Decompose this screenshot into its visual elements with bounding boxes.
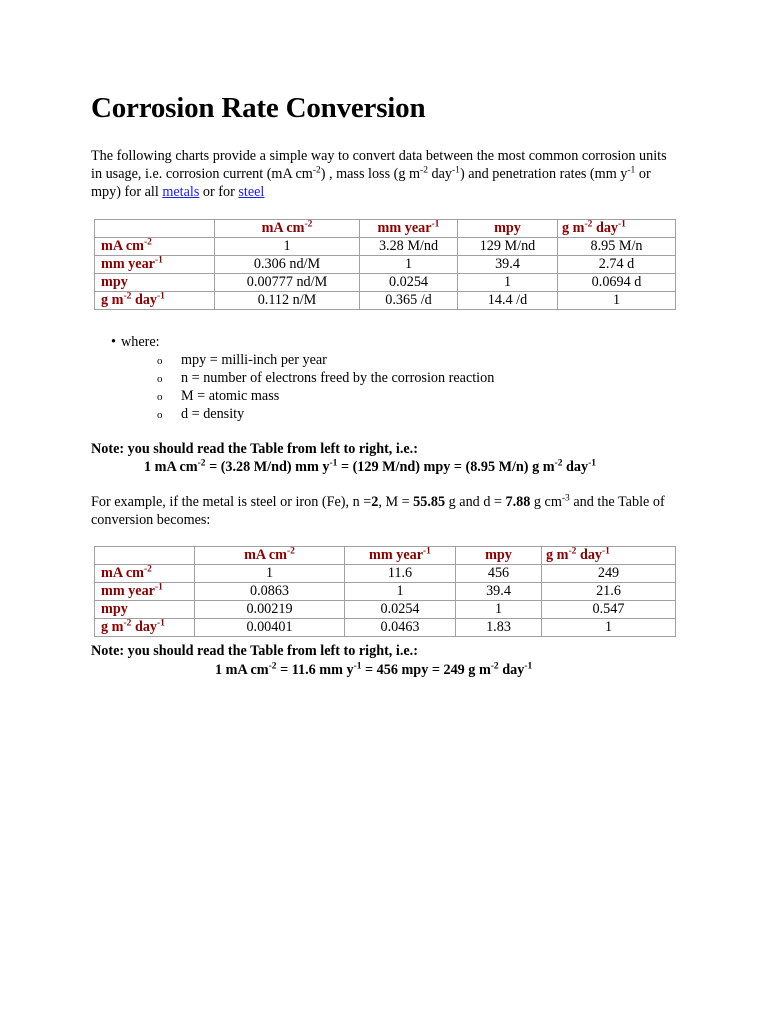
table-row [95,583,676,601]
row-header-g-m2-day: g $m^{-2}$ day$^{-1}$ [95,292,215,310]
intro-paragraph: The following charts provide a simple way to convert data between the most common corrosion units in usage, i.e. corrosion current (mA $cm^{-2}$) , mass loss (g $m^{-2}$ day$^{-1}$) and penetration rates (mm $y^{-1}$ or mpy) for all metals or for steel [91,148,667,200]
row-header-mpy: mpy [95,274,215,292]
table-row [95,238,676,256]
table-header-row [95,547,676,565]
col-header-mpy: mpy [458,220,558,238]
table-cell: 0.00777 nd/M [215,274,360,292]
table-cell: 1 [195,565,345,583]
col-header-g-m2-day: g $m^{-2}$ day$^{-1}$ [558,220,676,238]
where-list [91,333,494,423]
circle-bullet-icon: o [157,355,163,367]
table-cell: 39.4 [458,256,558,274]
row-header-mpy: mpy [95,601,195,619]
note-text: Note: you should read the Table from left to right, i.e.: [91,643,418,659]
row-header-g-m2-day: g $m^{-2}$ day$^{-1}$ [95,619,195,637]
table-cell: 0.306 nd/M [215,256,360,274]
conversion-table-general [94,219,676,310]
table-corner-cell [95,547,195,565]
circle-bullet-icon: o [157,391,163,403]
col-header-ma-cm2: mA $cm^{-2}$ [195,547,345,565]
table-cell: 0.365 /d [360,292,458,310]
row-header-ma-cm2: mA $cm^{-2}$ [95,565,195,583]
table-cell: 0.0254 [360,274,458,292]
table-cell: 0.112 n/M [215,292,360,310]
list-item: o n = number of electrons freed by the corrosion reaction [157,370,495,386]
table-row [95,256,676,274]
table-corner-cell [95,220,215,238]
table-cell: 1 [215,238,360,256]
table-cell: 1.83 [456,619,542,637]
table-cell: 1 [458,274,558,292]
list-item: o d = density [157,406,245,422]
table-cell: 129 M/nd [458,238,558,256]
table-cell: 3.28 M/nd [360,238,458,256]
table-row [95,274,676,292]
table-cell: 1 [360,256,458,274]
table-cell: 8.95 M/n [558,238,676,256]
row-header-mm-year: mm year$^{-1}$ [95,583,195,601]
col-header-mpy: mpy [456,547,542,565]
example-paragraph: For example, if the metal is steel or iron (Fe), n =2, M = 55.85 g and d = 7.88 g $cm^{-3}$ and the Table of conversion becomes: [91,493,665,528]
table-cell: 0.0863 [195,583,345,601]
table-cell: 0.0254 [345,601,456,619]
circle-bullet-icon: o [157,409,163,421]
steel-link[interactable]: steel [238,184,265,200]
row-header-ma-cm2: mA $cm^{-2}$ [95,238,215,256]
conversion-equation: 1 mA $cm^{-2} = 11.6$ mm $y^{-1} = 456$ mpy = 249 g $m^{-2}$ day$^{-1}$ [215,661,533,678]
table-row [95,619,676,637]
metals-link[interactable]: metals [162,184,200,200]
table-cell: 0.547 [542,601,676,619]
table-cell: 0.00219 [195,601,345,619]
conversion-equation: 1 mA $cm^{-2} = (3.28$ M/nd) mm $y^{-1} = (129$ M/nd) mpy = (8.95 M/n) g $m^{-2}$ day$^{-1}$ [144,458,597,475]
table-cell: 456 [456,565,542,583]
col-header-mm-year: mm year$^{-1}$ [345,547,456,565]
table-row [95,292,676,310]
row-header-mm-year: mm year$^{-1}$ [95,256,215,274]
col-header-ma-cm2: mA $cm^{-2}$ [215,220,360,238]
table-cell: 14.4 /d [458,292,558,310]
table-cell: 39.4 [456,583,542,601]
table-cell: 11.6 [345,565,456,583]
table-cell: 2.74 d [558,256,676,274]
list-item: • where: [111,334,160,350]
list-item: o M = atomic mass [157,388,280,404]
table-cell: 21.6 [542,583,676,601]
table-cell: 0.0463 [345,619,456,637]
conversion-table-steel [94,546,676,637]
col-header-mm-year: mm year$^{-1}$ [360,220,458,238]
circle-bullet-icon: o [157,373,163,385]
table-row [95,601,676,619]
table-cell: 0.00401 [195,619,345,637]
table-cell: 1 [456,601,542,619]
table-cell: 1 [345,583,456,601]
table-cell: 1 [558,292,676,310]
table-header-row [95,220,676,238]
list-item: o mpy = milli-inch per year [157,352,327,368]
note-text: Note: you should read the Table from left to right, i.e.: [91,441,418,457]
col-header-g-m2-day: g $m^{-2}$ day$^{-1}$ [542,547,676,565]
bullet-icon: • [111,334,116,350]
page-title: Corrosion Rate Conversion [91,92,426,124]
table-row [95,565,676,583]
table-cell: 1 [542,619,676,637]
table-cell: 249 [542,565,676,583]
table-cell: 0.0694 d [558,274,676,292]
